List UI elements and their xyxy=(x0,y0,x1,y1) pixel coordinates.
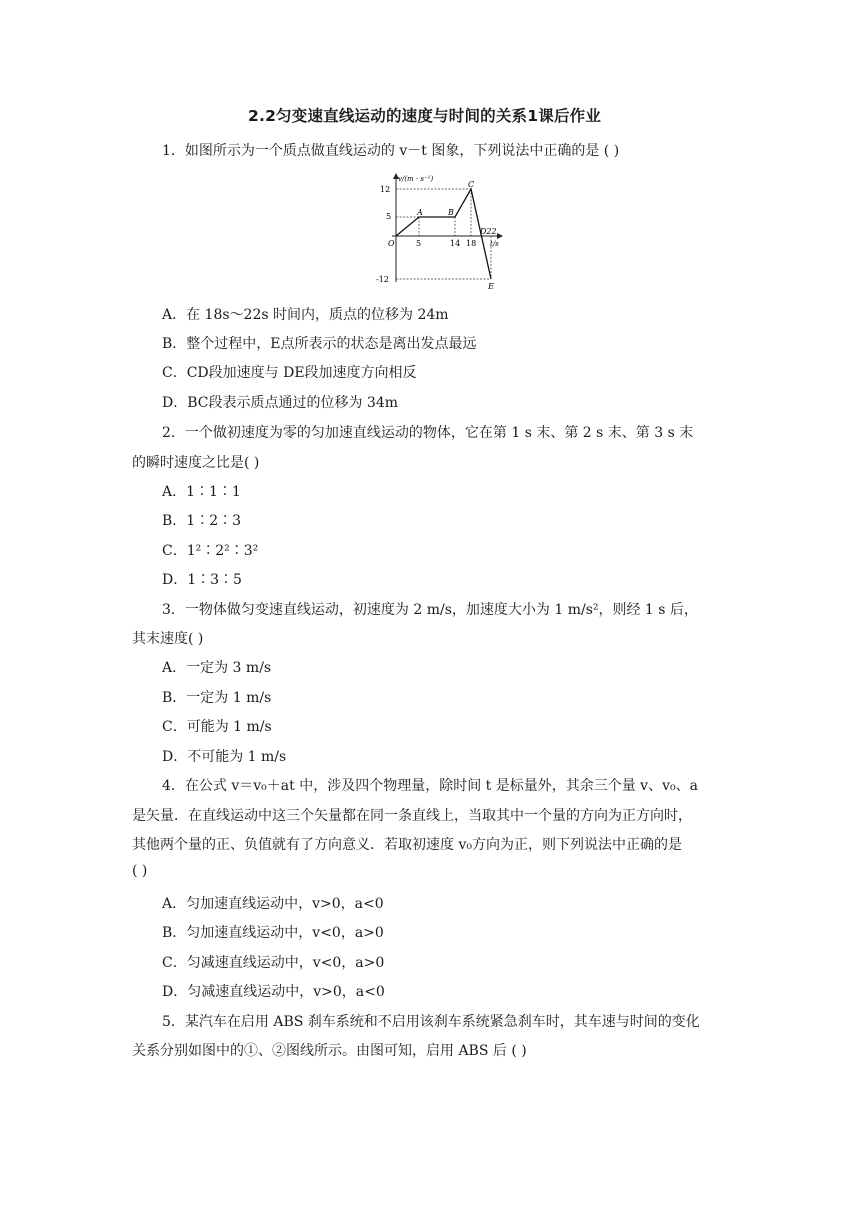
q3-stem-line2: 其末速度( ) xyxy=(132,631,204,647)
q1-stem: 1．如图所示为一个质点做直线运动的 v－t 图象，下列说法中正确的是 ( ) xyxy=(162,143,620,159)
y-tick-5: 5 xyxy=(386,212,392,221)
x-axis-label: t/s xyxy=(490,240,499,248)
x-tick-5: 5 xyxy=(416,239,422,248)
q4-stem-line2: 是矢量．在直线运动中这三个矢量都在同一条直线上，当取其中一个量的方向为正方向时， xyxy=(132,808,692,824)
x-tick-14: 14 xyxy=(450,239,461,248)
q4-stem-line4: ( ) xyxy=(132,863,148,879)
q1-vt-graph xyxy=(366,170,506,290)
q3-option-b: B．一定为 1 m/s xyxy=(162,690,272,706)
q3-option-c: C．可能为 1 m/s xyxy=(162,719,272,735)
q2-option-a: A．1∶1∶1 xyxy=(162,484,241,500)
q2-stem-line2: 的瞬时速度之比是( ) xyxy=(132,455,260,471)
point-O: O xyxy=(388,239,395,248)
q5-stem-line2: 关系分别如图中的①、②图线所示。由图可知，启用 ABS 后 ( ) xyxy=(132,1043,527,1059)
q4-option-d: D．匀减速直线运动中，v>0，a<0 xyxy=(162,984,385,1000)
q1-option-a: A．在 18s～22s 时间内，质点的位移为 24m xyxy=(162,307,449,323)
q4-option-c: C．匀减速直线运动中，v<0，a>0 xyxy=(162,955,385,971)
q4-option-a: A．匀加速直线运动中，v>0，a<0 xyxy=(162,896,384,912)
point-D: D22 xyxy=(480,227,497,236)
point-B: B xyxy=(448,208,454,217)
q3-option-d: D．不可能为 1 m/s xyxy=(162,749,287,765)
q4-stem-line1: 4．在公式 v＝v₀＋at 中，涉及四个物理量，除时间 t 是标量外，其余三个量 v、v₀、a xyxy=(162,778,698,794)
y-axis-label: v/(m · s⁻¹) xyxy=(398,175,434,183)
vt-series-line xyxy=(396,189,491,279)
q3-option-a: A．一定为 3 m/s xyxy=(162,660,272,676)
q3-stem-line1: 3．一物体做匀变速直线运动，初速度为 2 m/s，加速度大小为 1 m/s²，则经 1 s 后， xyxy=(162,602,698,618)
q2-option-d: D．1∶3∶5 xyxy=(162,572,242,588)
q5-stem-line1: 5．某汽车在启用 ABS 刹车系统和不启用该刹车系统紧急刹车时，其车速与时间的变化 xyxy=(162,1014,700,1030)
point-A: A xyxy=(417,208,423,217)
q1-option-b: B．整个过程中，E点所表示的状态是离出发点最远 xyxy=(162,336,477,352)
q2-option-c: C．1²∶2²∶3² xyxy=(162,543,259,559)
q1-option-d: D．BC段表示质点通过的位移为 34m xyxy=(162,395,399,411)
y-tick-12: 12 xyxy=(380,185,391,194)
q1-option-c: C．CD段加速度与 DE段加速度方向相反 xyxy=(162,365,417,381)
q4-option-b: B．匀加速直线运动中，v<0，a>0 xyxy=(162,925,384,941)
q4-stem-line3: 其他两个量的正、负值就有了方向意义．若取初速度 v₀方向为正，则下列说法中正确的是 xyxy=(132,837,682,853)
q2-stem-line1: 2．一个做初速度为零的匀加速直线运动的物体，它在第 1 s 末、第 2 s 末、第 3 s 末 xyxy=(162,425,694,441)
y-tick-neg12: -12 xyxy=(376,275,389,284)
q2-option-b: B．1∶2∶3 xyxy=(162,513,242,529)
x-tick-18: 18 xyxy=(466,239,477,248)
page-title: 2.2匀变速直线运动的速度与时间的关系1课后作业 xyxy=(248,107,602,125)
point-E: E xyxy=(488,282,494,290)
point-C: C xyxy=(468,180,475,189)
